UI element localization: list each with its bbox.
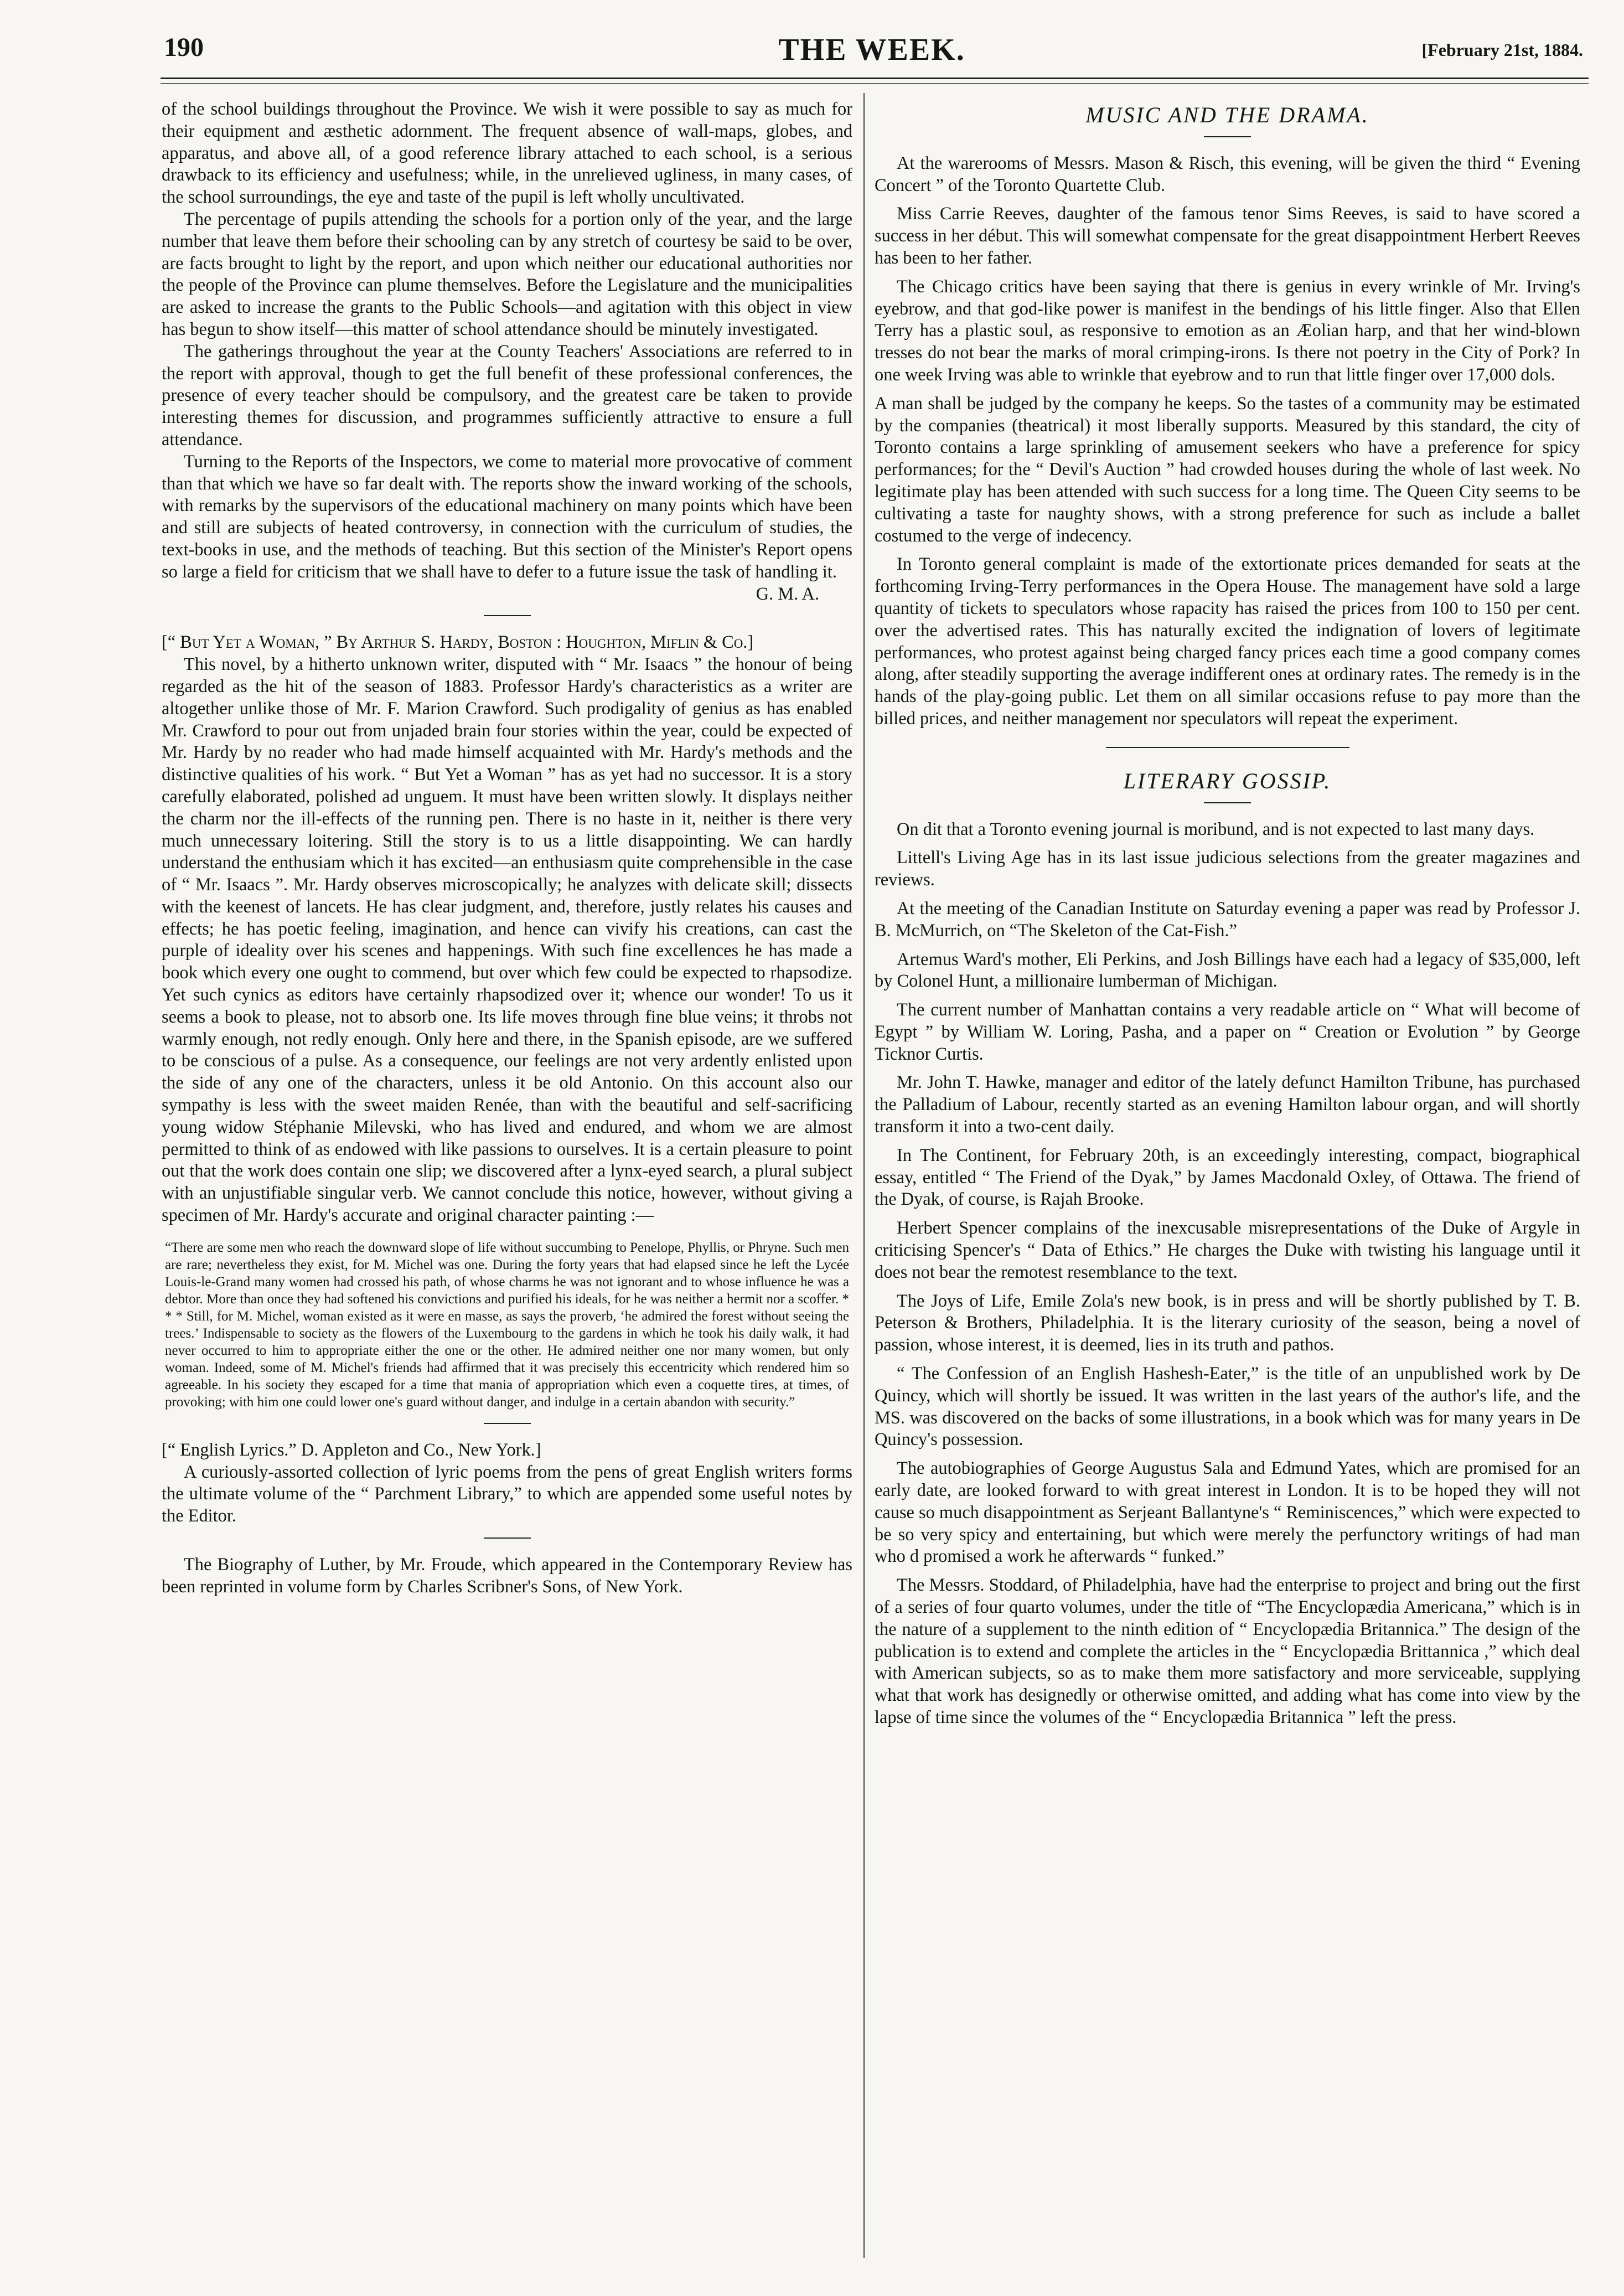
gossip-item: On dit that a Toronto evening journal is moribund, and is not expected to last many days.	[897, 819, 1535, 839]
review-body-but-yet-a-woman: This novel, by a hitherto unknown writer, disputed with “ Mr. Isaacs ” the honour of being regarded as the hit of the season of 1883. Professor Hardy's characteristics as a writer are altogether unlike those of Mr. F. Marion Crawford. Such prodigality of genius as has enabled Mr. Crawford to pour out from unjaded brain four stories within the year, could be expected of Mr. Hardy by no reader who had made himself acquainted with Mr. Hardy's methods and the distinctive qualities of his work. “ But Yet a Woman ” has as yet had no successor. It is a story carefully elaborated, polished ad unguem. It must have been written slowly. It displays neither the charm nor the ill-effects of the running pen. There is no haste in it, neither is there very much unnecessary loitering. Still the story is to us a little disappointing. We can hardly understand the enthusiam which it has excited—an enthusiasm quite comprehensible in the case of “ Mr. Isaacs ”. Mr. Hardy observes microscopically; he analyzes with delicate skill; dissects with the keenest of lancets. He has clear judgment, and, therefore, justly relates his causes and effects; he has poetic feeling, imagination, and hence can vivify his creations, can cast the purple of ideality over his scenes and happenings. With such fine excellences he has made a book which every one ought to commend, but over which few could be expected to rhapsodize. Yet such cynics as editors have certainly rhapsodized over it; whence our wonder! To us it seems a book to please, not to absorb one. Its life moves through fine blue veins; it throbs not warmly enough, not redly enough. Only here and there, in the Spanish episode, are we suffered to be conscious of a pulse. As a consequence, our feelings are not very ardently enlisted upon the side of any one of the characters, unless it be old Antonio. On this account also our sympathy is less with the sweet maiden Renée, than with the beautiful and self-sacrificing young widow Stéphanie Milevski, who has lived and endured, and whom we are almost permitted to think of as endowed with like passions to ourselves. It is a certain pleasure to point out that the work does contain one slip; we discovered after a lynx-eyed search, a plural subject with an unjustifiable singular verb. We cannot conclude this notice, however, without giving a specimen of Mr. Hardy's accurate and original character painting :—	[162, 654, 852, 1226]
music-item: A man shall be judged by the company he keeps. So the tastes of a community may be estimated by the companies (theatrical) it most liberally supports. Measured by this standard, the city of Toronto contains a large sprinkling of amusement seekers who have a preference for spicy performances; for the “ Devil's Auction ” had crowded houses during the whole of last week. No legitimate play has been attended with such success for a long time. The Queen City seems to be cultivating a taste for naughty shows, with a strong preference for such as include a ballet costumed to the verge of indecency.	[875, 393, 1580, 546]
section-divider	[484, 615, 531, 616]
page-header	[161, 32, 1583, 71]
gossip-item: At the meeting of the Canadian Institute on Saturday evening a paper was read by Professor J. B. McMurrich, on “The Skeleton of the Cat-Fish.”	[875, 898, 1580, 941]
review-body-english-lyrics: A curiously-assorted collection of lyric poems from the pens of great English writers forms the ultimate volume of the “ Parchment Library,” to which are appended some useful notes by the Editor.	[162, 1462, 852, 1526]
right-column	[875, 99, 1580, 2258]
issue-date: [February 21st, 1884.	[1421, 40, 1583, 60]
gossip-item: The current number of Manhattan contains a very readable article on “ What will become of Egypt ” by William W. Loring, Pasha, and a paper on “ Creation or Evolution ” by George Ticknor Curtis.	[875, 1000, 1580, 1064]
luther-biography-note: The Biography of Luther, by Mr. Froude, which appeared in the Contemporary Review has been reprinted in volume form by Charles Scribner's Sons, of New York.	[162, 1555, 852, 1597]
gossip-item: Littell's Living Age has in its last issue judicious selections from the greater magazines and reviews.	[875, 848, 1580, 890]
music-item: Miss Carrie Reeves, daughter of the famous tenor Sims Reeves, is said to have scored a success in her début. This will somewhat compensate for the great disappointment Herbert Reeves has been to her father.	[875, 204, 1580, 268]
gossip-item: The autobiographies of George Augustus Sala and Edmund Yates, which are promised for an early date, are looked forward to with great interest in London. It is to be hoped they will not cause so much disappointment as Serjeant Ballantyne's “ Reminiscences,” which were expected to be so very spicy and entertaining, but which were merely the perfunctory writings of had man who d promised a work he afterwards “ funked.”	[875, 1458, 1580, 1567]
gossip-item: The Messrs. Stoddard, of Philadelphia, have had the enterprise to project and bring out the first of a series of four quarto volumes, under the title of “The Encyclopædia Americana,” which is in the nature of a supplement to the ninth edition of “ Encyclopædia Britannica.” The design of the publication is to extend and complete the articles in the “ Encyclopædia Brittannica ,” which deal with American subjects, so as to make them more satisfactory and more serviceable, supplying what that work has designedly or otherwise omitted, and adding what has come into view by the lapse of time since the volumes of the “ Encyclopædia Britannica ” left the press.	[875, 1575, 1580, 1727]
section-divider	[484, 1423, 531, 1424]
section-divider-long	[1106, 747, 1349, 748]
header-rule-thick	[161, 78, 1589, 79]
page-number: 190	[164, 33, 204, 62]
music-item: In Toronto general complaint is made of the extortionate prices demanded for seats at the forthcoming Irving-Terry performances in the Opera House. The management have sold a large quantity of tickets to speculators whose rapacity has raised the prices from 100 to 150 per cent. over the advertised rates. This has naturally excited the indignation of lovers of legitimate performances, who protest against being charged fancy prices each time a good company comes along, after steadily supporting the average indifferent ones at ordinary rates. The remedy is in the hands of the play-going public. Let them on all similar occasions refuse to pay more than the billed prices, and neither management nor speculators will repeat the experiment.	[875, 554, 1580, 729]
music-item: At the warerooms of Messrs. Mason & Risch, this evening, will be given the third “ Evening Concert ” of the Toronto Quartette Club.	[875, 153, 1580, 195]
section-heading-literary-gossip: LITERARY GOSSIP.	[1123, 768, 1332, 793]
left-column	[162, 99, 852, 2258]
gossip-item: The Joys of Life, Emile Zola's new book, is in press and will be shortly published by T. B. Peterson & Brothers, Philadelphia. It is the literary curiosity of the season, being a novel of passion, whose interest, it is deemed, lies in its truth and pathos.	[875, 1291, 1580, 1355]
header-rule-thin	[161, 83, 1589, 84]
gossip-item: In The Continent, for February 20th, is an exceedingly interesting, compact, biographical essay, entitled “ The Friend of the Dyak,” by James Macdonald Oxley, of Ottawa. The friend of the Dyak, of course, is Rajah Brooke.	[875, 1145, 1580, 1210]
newspaper-title: THE WEEK.	[778, 33, 965, 67]
school-paragraph-1: of the school buildings throughout the Province. We wish it were possible to say as much for their equipment and æsthetic adornment. The frequent absence of wall-maps, globes, and apparatus, and above all, of a good reference library attached to each school, is a serious drawback to its efficiency and usefulness; while, in the unrelieved ugliness, in many cases, of the school surroundings, the eye and taste of the pupil is left wholly uncultivated.	[162, 99, 852, 208]
section-heading-music-drama: MUSIC AND THE DRAMA.	[1085, 102, 1369, 127]
section-divider	[1204, 136, 1251, 137]
section-divider	[484, 1537, 531, 1539]
gossip-item: “ The Confession of an English Hashesh-Eater,” is the title of an unpublished work by De Quincy, which will shortly be issued. It was written in the last years of the author's life, and the MS. was discovered on the backs of some illustrations, in a book which was for many years in De Quincy's possession.	[875, 1364, 1580, 1450]
section-divider	[1204, 802, 1251, 803]
gossip-item: Artemus Ward's mother, Eli Perkins, and Josh Billings have each had a legacy of $35,000, left by Colonel Hunt, a millionaire lumberman of Michigan.	[875, 949, 1580, 992]
school-paragraph-3: The gatherings throughout the year at the County Teachers' Associations are referred to in the report with approval, though to get the full benefit of these professional conferences, the presence of every teacher should be compulsory, and the greatest care be taken to provide interesting themes for discussion, and programmes sufficiently attractive to ensure a full attendance.	[162, 341, 852, 450]
gossip-item: Herbert Spencer complains of the inexcusable misrepresentations of the Duke of Argyle in criticising Spencer's “ Data of Ethics.” He charges the Duke with twisting his language until it does not bear the remotest resemblance to the text.	[875, 1218, 1580, 1282]
review-heading-english-lyrics: [“ English Lyrics.” D. Appleton and Co., New York.]	[162, 1439, 541, 1460]
music-item: The Chicago critics have been saying that there is genius in every wrinkle of Mr. Irving's eyebrow, and that god-like power is manifest in the bendings of his little finger. Also that Ellen Terry has a plastic soul, as responsive to emotion as an Æolian harp, and that her wind-blown tresses do not bear the marks of moral crimping-irons. Is there not poetry in the City of Pork? In one week Irving was able to wrinkle that eyebrow and to run that little finger over 17,000 dols.	[875, 276, 1580, 385]
author-signature: G. M. A.	[756, 584, 819, 604]
school-paragraph-4: Turning to the Reports of the Inspectors, we come to material more provocative of comment than that which we have so far dealt with. The reports show the inward working of the schools, with remarks by the supervisors of the educational machinery on many points which have been and still are subjects of heated controversy, in connection with the curriculum of studies, the text-books in use, and the methods of teaching. But this section of the Minister's Report opens so large a field for criticism that we shall have to defer to a future issue the task of handling it.	[162, 451, 852, 582]
school-paragraph-2: The percentage of pupils attending the schools for a portion only of the year, and the large number that leave them before their schooling can by any stretch of courtesy be said to be over, are facts brought to light by the report, and upon which neither our educational authorities nor the people of the Province can plume themselves. Before the Legislature and the municipalities are asked to increase the grants to the Public Schools—and agitation with this object in view has begun to show itself—this matter of school attendance should be minutely investigated.	[162, 209, 852, 339]
review-heading-but-yet-a-woman: [“ But Yet a Woman, ” By Arthur S. Hardy, Boston : Houghton, Miflin & Co.]	[162, 632, 754, 653]
review-quotation: “There are some men who reach the downward slope of life without succumbing to Penelope, Phyllis, or Phryne. Such men are rare; nevertheless they exist, for M. Michel was one. During the forty years that had elapsed since he left the Lycée Louis-le-Grand many women had crossed his path, of whose charms he was not ignorant and to whose influence he was a debtor. More than once they had softened his convictions and purified his ideals, for he was neither a hermit nor a scoffer. * * * Still, for M. Michel, woman existed as it were en masse, as says the proverb, ‘he admired the forest without seeing the trees.’ Indispensable to society as the flowers of the Luxembourg to the gardens in which he took his daily walk, it had never occurred to him to appropriate either the one or the other. He admired neither one nor many women, but only woman. Indeed, some of M. Michel's friends had affirmed that it was precisely this eccentricity which rendered him so agreeable. In his society they escaped for a time that mania of appropriation which even a coquette tires, at times, of provoking; with him one could lower one's guard without danger, and indulge in a certain abandon with security.”	[165, 1240, 849, 1410]
column-divider	[863, 93, 865, 2258]
gossip-item: Mr. John T. Hawke, manager and editor of the lately defunct Hamilton Tribune, has purchased the Palladium of Labour, recently started as an evening Hamilton labour organ, and will shortly transform it into a two-cent daily.	[875, 1072, 1580, 1137]
